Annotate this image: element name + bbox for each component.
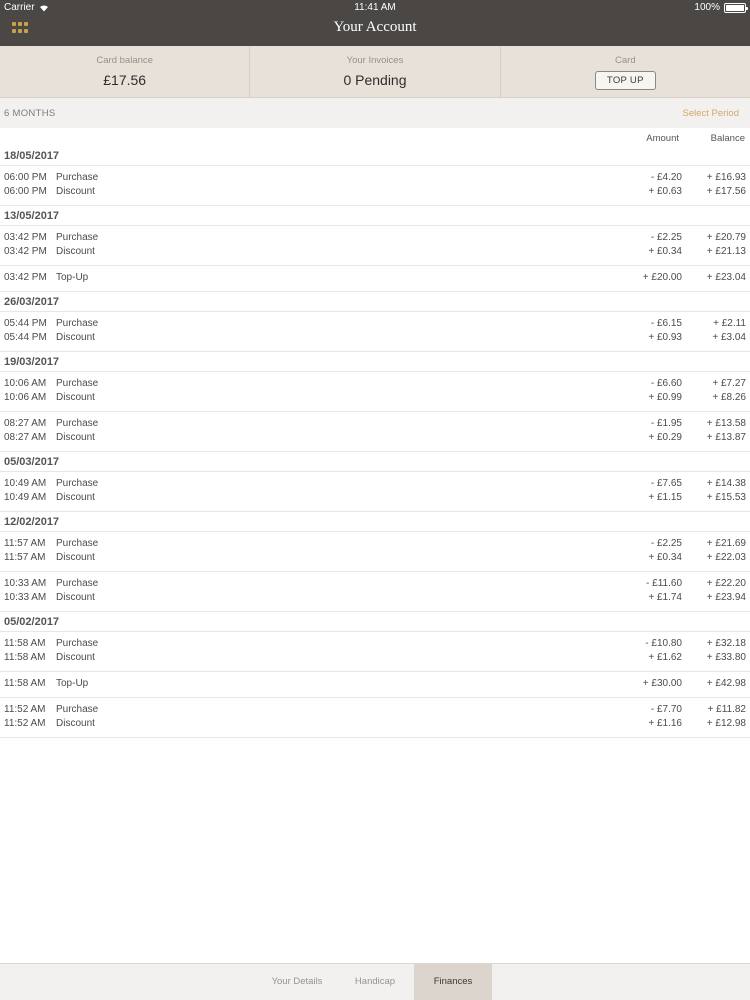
transaction-type: Discount <box>56 392 95 403</box>
tab-handicap[interactable]: Handicap <box>354 976 396 987</box>
transaction-balance: + £12.98 <box>706 718 746 729</box>
transaction-type: Discount <box>56 652 95 663</box>
transaction-group[interactable] <box>0 672 750 698</box>
transaction-time: 11:52 AM <box>4 704 46 715</box>
transaction-amount: + £30.00 <box>642 678 682 689</box>
transaction-time: 11:58 AM <box>4 678 46 689</box>
transaction-balance: + £2.11 <box>713 318 746 329</box>
transaction-type: Discount <box>56 332 95 343</box>
transaction-balance: + £23.04 <box>706 272 746 283</box>
transaction-time: 05:44 PM <box>4 318 47 329</box>
transaction-row[interactable] <box>0 717 750 731</box>
transaction-row[interactable] <box>0 377 750 391</box>
transaction-type: Purchase <box>56 578 99 589</box>
transaction-row[interactable] <box>0 171 750 185</box>
date-header: 26/03/2017 <box>0 292 750 312</box>
transaction-amount: - £1.95 <box>650 418 682 429</box>
card-balance-section <box>0 46 250 97</box>
transaction-row[interactable] <box>0 477 750 491</box>
transaction-group[interactable] <box>0 312 750 352</box>
transaction-amount: - £2.25 <box>650 232 682 243</box>
top-up-button[interactable]: TOP UP <box>595 71 656 90</box>
transaction-time: 03:42 PM <box>4 272 47 283</box>
transaction-row[interactable] <box>0 577 750 591</box>
transaction-balance: + £17.56 <box>706 186 746 197</box>
transaction-type: Purchase <box>56 418 99 429</box>
transaction-row[interactable] <box>0 637 750 651</box>
status-battery <box>694 2 746 13</box>
card-label: Card <box>615 55 636 66</box>
date-header: 05/02/2017 <box>0 612 750 632</box>
invoices-value: 0 Pending <box>343 72 407 88</box>
transaction-amount: + £0.93 <box>648 332 682 343</box>
transaction-type: Purchase <box>56 538 99 549</box>
transaction-row[interactable] <box>0 317 750 331</box>
transaction-group[interactable] <box>0 266 750 292</box>
card-balance-value: £17.56 <box>103 72 147 88</box>
transaction-balance: + £22.20 <box>706 578 746 589</box>
transaction-amount: - £7.65 <box>650 478 682 489</box>
transaction-time: 11:52 AM <box>4 718 46 729</box>
transaction-amount: - £2.25 <box>650 538 682 549</box>
transaction-row[interactable] <box>0 231 750 245</box>
transaction-row[interactable] <box>0 331 750 345</box>
transaction-balance: + £7.27 <box>712 378 746 389</box>
transaction-group[interactable] <box>0 698 750 738</box>
invoices-label: Your Invoices <box>346 55 404 66</box>
transaction-balance: + £21.69 <box>706 538 746 549</box>
transaction-type: Purchase <box>56 478 99 489</box>
transaction-row[interactable] <box>0 703 750 717</box>
transaction-type: Discount <box>56 186 95 197</box>
date-header: 12/02/2017 <box>0 512 750 532</box>
transaction-balance: + £22.03 <box>706 552 746 563</box>
transaction-time: 10:49 AM <box>4 478 47 489</box>
battery-label: 100% <box>694 2 720 13</box>
transaction-type: Discount <box>56 552 95 563</box>
account-summary <box>0 46 750 98</box>
transaction-amount: + £0.99 <box>648 392 682 403</box>
transaction-balance: + £21.13 <box>706 246 746 257</box>
transaction-group[interactable] <box>0 166 750 206</box>
carrier-label: Carrier <box>4 2 35 13</box>
transaction-time: 06:00 PM <box>4 172 47 183</box>
transaction-group[interactable] <box>0 226 750 266</box>
transaction-row[interactable] <box>0 391 750 405</box>
transaction-balance: + £42.98 <box>706 678 746 689</box>
transaction-time: 10:49 AM <box>4 492 47 503</box>
transaction-amount: - £6.60 <box>650 378 682 389</box>
transaction-type: Purchase <box>56 378 99 389</box>
transaction-amount: - £10.80 <box>645 638 682 649</box>
transaction-row[interactable] <box>0 677 750 691</box>
transaction-type: Purchase <box>56 638 99 649</box>
transaction-amount: + £0.29 <box>648 432 682 443</box>
date-header: 13/05/2017 <box>0 206 750 226</box>
column-headers <box>0 128 750 146</box>
transaction-amount: + £1.15 <box>648 492 682 503</box>
tab-bar <box>0 963 750 1000</box>
transaction-amount: + £0.63 <box>648 186 682 197</box>
transaction-type: Discount <box>56 592 95 603</box>
card-balance-label: Card balance <box>96 55 153 66</box>
transaction-balance: + £20.79 <box>706 232 746 243</box>
transaction-balance: + £13.58 <box>706 418 746 429</box>
transaction-amount: + £1.16 <box>648 718 682 729</box>
card-section <box>501 46 750 97</box>
top-bar <box>0 0 750 46</box>
transaction-time: 05:44 PM <box>4 332 47 343</box>
transaction-balance: + £8.26 <box>712 392 746 403</box>
transaction-type: Purchase <box>56 318 99 329</box>
transaction-type: Purchase <box>56 232 99 243</box>
transaction-row[interactable] <box>0 417 750 431</box>
transaction-balance: + £32.18 <box>706 638 746 649</box>
transaction-time: 11:57 AM <box>4 538 46 549</box>
transaction-row[interactable] <box>0 491 750 505</box>
date-header: 19/03/2017 <box>0 352 750 372</box>
transaction-row[interactable] <box>0 245 750 259</box>
transaction-time: 06:00 PM <box>4 186 47 197</box>
transaction-amount: + £1.74 <box>648 592 682 603</box>
transaction-balance: + £14.38 <box>706 478 746 489</box>
transaction-amount: + £20.00 <box>642 272 682 283</box>
transaction-group[interactable] <box>0 372 750 412</box>
transaction-time: 11:57 AM <box>4 552 46 563</box>
date-header: 05/03/2017 <box>0 452 750 472</box>
status-time: 11:41 AM <box>354 2 396 13</box>
period-range: 6 MONTHS <box>4 108 56 119</box>
transaction-time: 10:33 AM <box>4 578 47 589</box>
transaction-type: Discount <box>56 246 95 257</box>
status-bar <box>0 0 750 16</box>
transaction-balance: + £23.94 <box>706 592 746 603</box>
transaction-amount: - £6.15 <box>650 318 682 329</box>
transaction-time: 03:42 PM <box>4 232 47 243</box>
transaction-balance: + £15.53 <box>706 492 746 503</box>
transaction-row[interactable] <box>0 537 750 551</box>
transaction-type: Top-Up <box>56 678 89 689</box>
transaction-balance: + £33.80 <box>706 652 746 663</box>
transaction-row[interactable] <box>0 185 750 199</box>
transaction-balance: + £13.87 <box>706 432 746 443</box>
transaction-type: Purchase <box>56 172 99 183</box>
page-title: Your Account <box>333 19 417 35</box>
transaction-amount: - £7.70 <box>650 704 682 715</box>
transaction-type: Top-Up <box>56 272 89 283</box>
tab-finances[interactable]: Finances <box>414 964 492 1000</box>
transaction-balance: + £11.82 <box>707 704 746 715</box>
transaction-balance: + £16.93 <box>706 172 746 183</box>
transaction-type: Purchase <box>56 704 99 715</box>
transaction-time: 08:27 AM <box>4 418 47 429</box>
transaction-row[interactable] <box>0 651 750 665</box>
transaction-amount: + £0.34 <box>648 552 682 563</box>
transaction-time: 10:06 AM <box>4 392 47 403</box>
transaction-group[interactable] <box>0 412 750 452</box>
transaction-group[interactable] <box>0 572 750 612</box>
date-header: 18/05/2017 <box>0 146 750 166</box>
tab-your-details[interactable]: Your Details <box>271 976 323 987</box>
transaction-amount: + £1.62 <box>648 652 682 663</box>
transaction-time: 10:33 AM <box>4 592 47 603</box>
transaction-amount: + £0.34 <box>648 246 682 257</box>
transaction-group[interactable] <box>0 532 750 572</box>
period-bar <box>0 98 750 128</box>
transaction-time: 08:27 AM <box>4 432 47 443</box>
transaction-time: 03:42 PM <box>4 246 47 257</box>
battery-icon <box>724 3 746 13</box>
transaction-group[interactable] <box>0 472 750 512</box>
amount-column-header: Amount <box>646 133 679 144</box>
transaction-row[interactable] <box>0 551 750 565</box>
transaction-time: 11:58 AM <box>4 652 46 663</box>
select-period-button[interactable]: Select Period <box>682 108 739 119</box>
transaction-group[interactable] <box>0 632 750 672</box>
balance-column-header: Balance <box>710 133 745 144</box>
transaction-type: Discount <box>56 718 95 729</box>
transaction-type: Discount <box>56 492 95 503</box>
transaction-amount: - £4.20 <box>650 172 682 183</box>
transaction-type: Discount <box>56 432 95 443</box>
invoices-section[interactable] <box>250 46 500 97</box>
transaction-time: 11:58 AM <box>4 638 46 649</box>
transaction-row[interactable] <box>0 271 750 285</box>
transaction-list[interactable] <box>0 146 750 738</box>
transaction-amount: - £11.60 <box>646 578 682 589</box>
transaction-row[interactable] <box>0 431 750 445</box>
transaction-time: 10:06 AM <box>4 378 47 389</box>
transaction-row[interactable] <box>0 591 750 605</box>
transaction-balance: + £3.04 <box>712 332 746 343</box>
